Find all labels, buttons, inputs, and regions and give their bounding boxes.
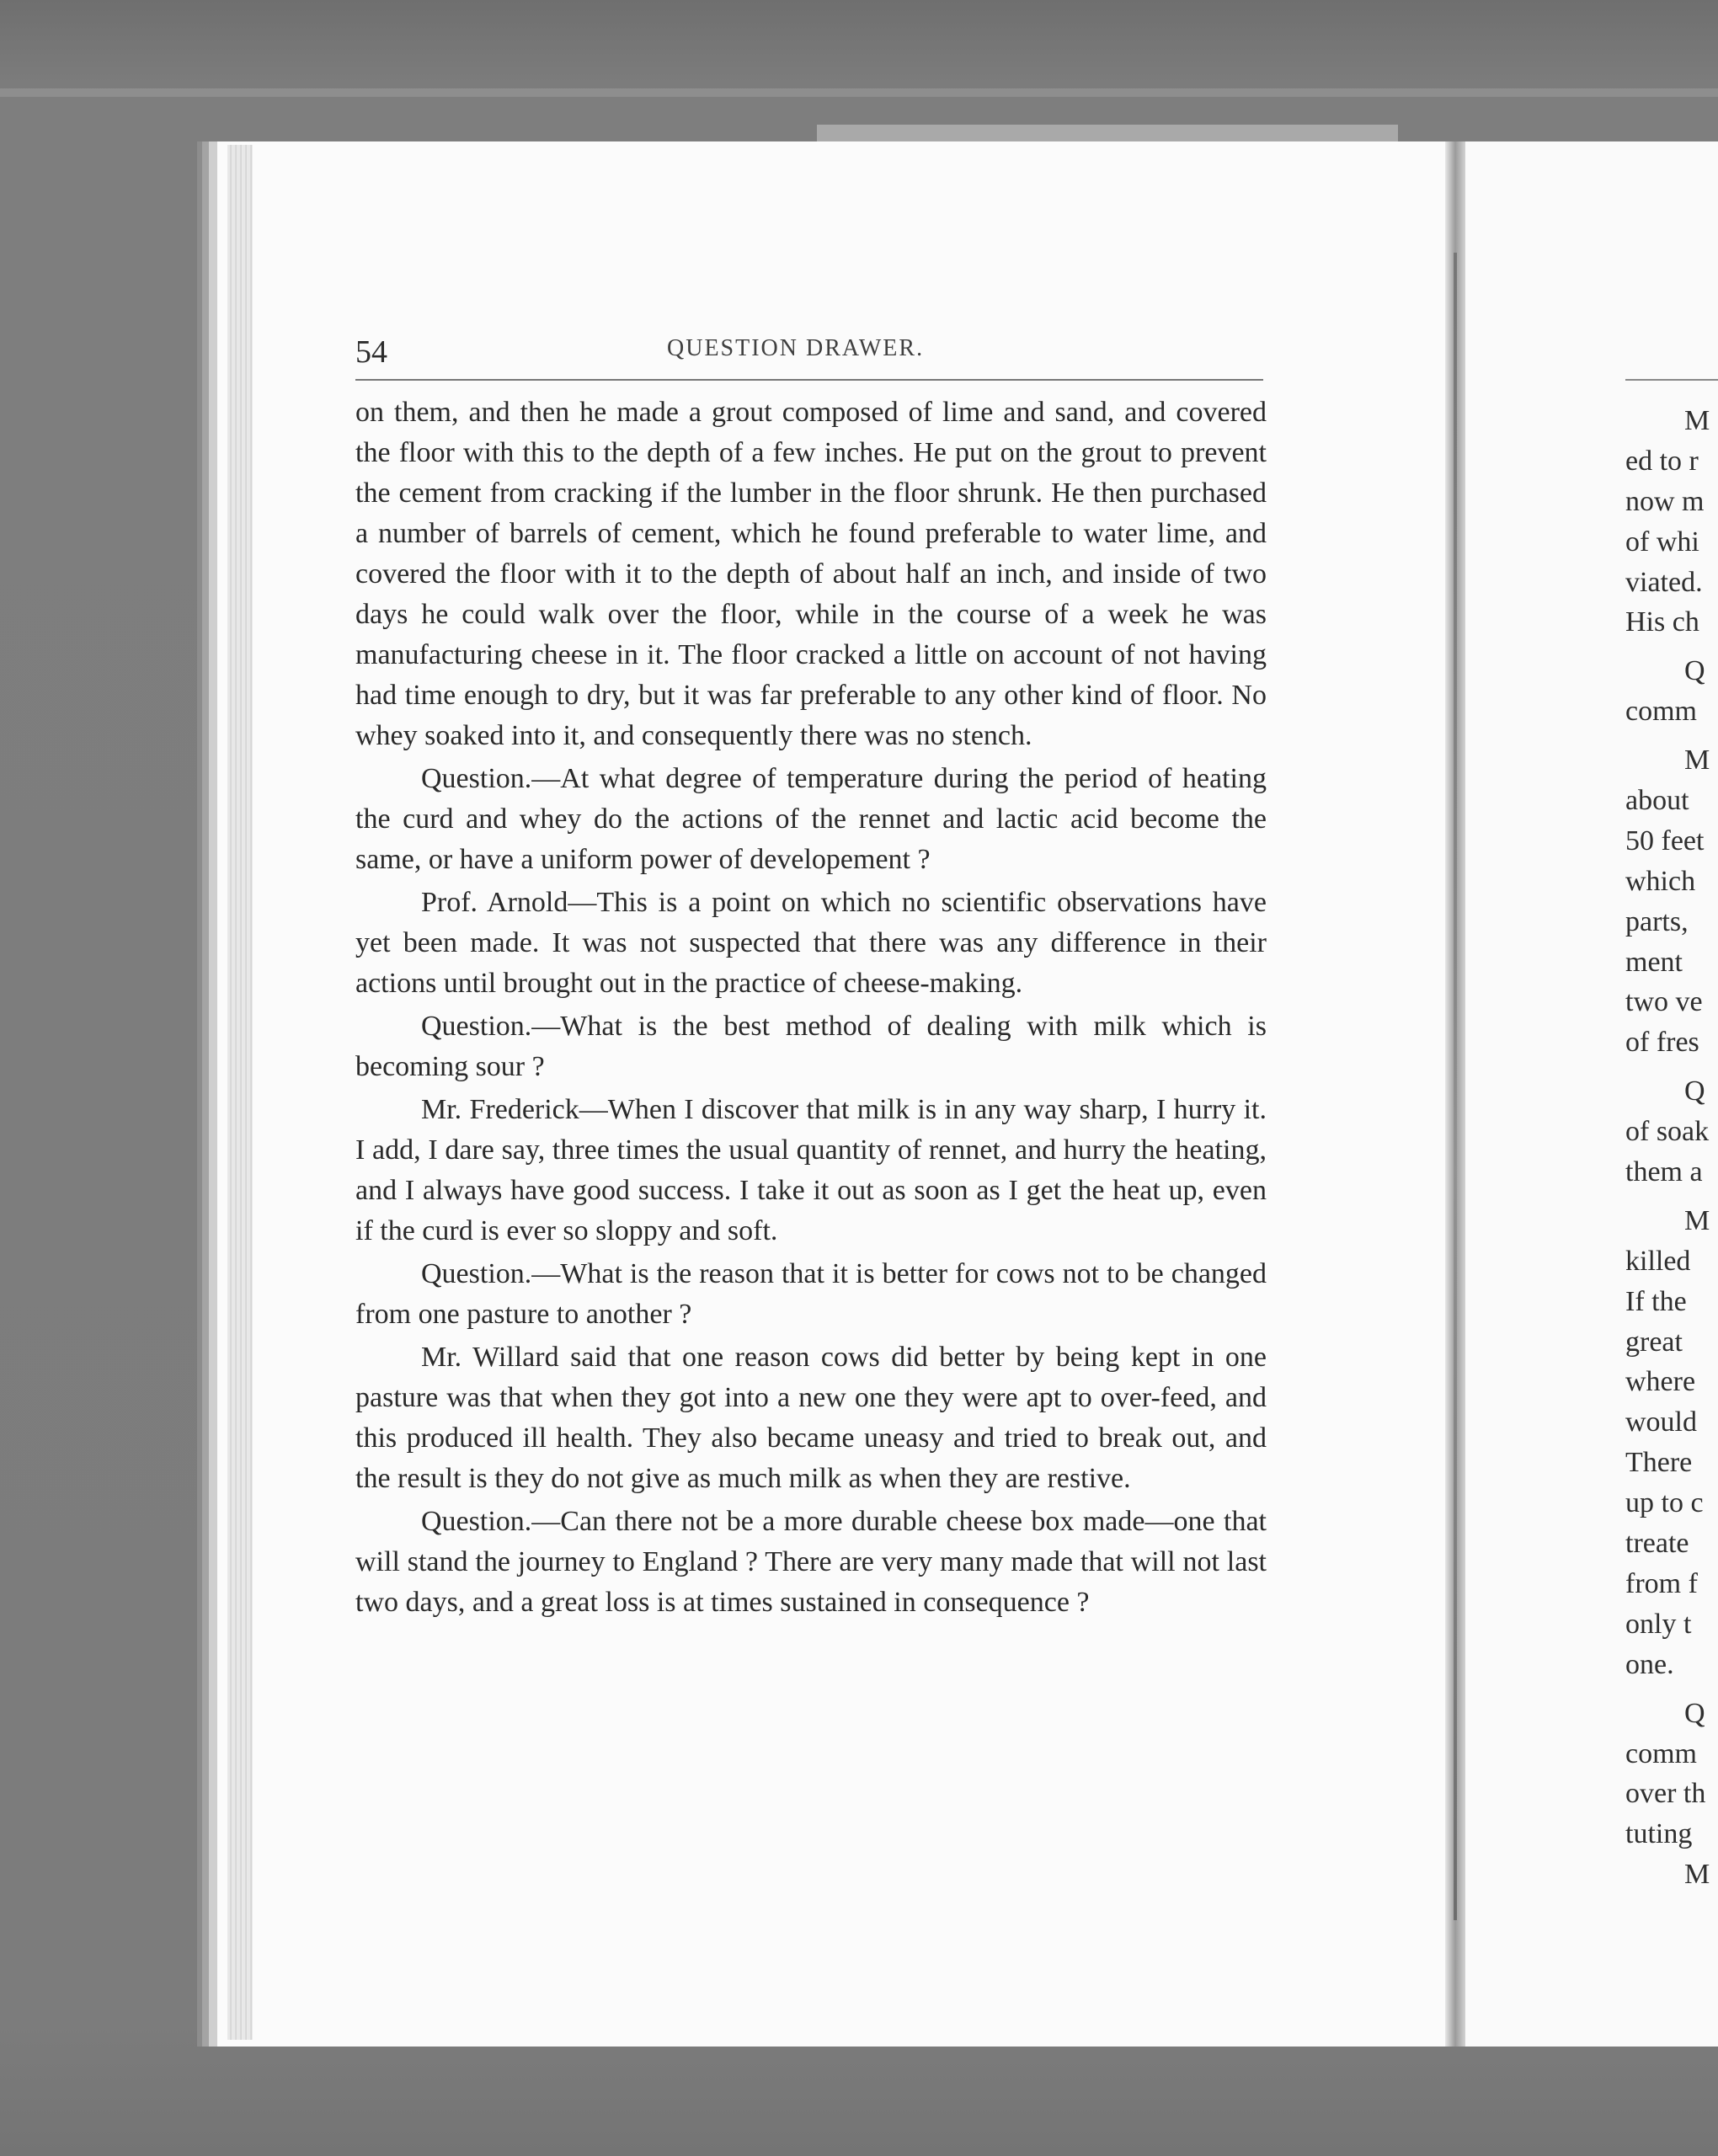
page-edge-stack: [227, 145, 253, 2040]
right-page-line: over th: [1625, 1778, 1706, 1810]
right-page-line: killed: [1625, 1245, 1691, 1277]
paragraph: Question.—At what degree of temperature during the period of heating the curd and whey do the actions of the rennet and lactic acid become the same, or have a uniform power of developement ?: [355, 763, 1267, 875]
paragraph-gap: [1625, 732, 1718, 740]
page-header-title: QUESTION DRAWER.: [667, 335, 925, 361]
right-page-line: them a: [1625, 1156, 1703, 1188]
right-page-line: two ve: [1625, 986, 1703, 1018]
right-page-line: ment: [1625, 946, 1683, 978]
paragraph: Question.—Can there not be a more durable cheese box made—one that will stand the journey to England ? There are very many made that will not last two days, and a great loss is at times sustained in consequence ?: [355, 1506, 1267, 1618]
right-page-line: His ch: [1625, 606, 1699, 638]
right-page: [1465, 141, 1718, 2047]
right-page-line: of whi: [1625, 526, 1699, 558]
paragraph-gap: [1625, 1193, 1718, 1201]
right-page-line: Q: [1684, 1697, 1705, 1729]
right-page-line: tuting: [1625, 1818, 1693, 1850]
paragraph: on them, and then he made a grout composed of lime and sand, and covered the floor with this to the depth of a few inches. He put on the grout to prevent the cement from cracking if the lumber in the floor shrunk. He then purchased a number of barrels of cement, which he found preferable to water lime, and covered the floor with it to the depth of about half an inch, and inside of two days he could walk over the floor, while in the course of a week he was manufacturing cheese in it. The floor cracked a little on account of not having had time enough to dry, but it was far preferable to any other kind of floor. No whey soaked into it, and consequently there was no stench.: [355, 397, 1267, 751]
right-page-line: great: [1625, 1326, 1683, 1358]
right-page-line: 50 feet: [1625, 825, 1705, 857]
paragraph-gap: [1625, 1063, 1718, 1071]
scan-top-edge: [0, 88, 1718, 97]
right-page-line: only t: [1625, 1608, 1692, 1640]
right-page-line: where: [1625, 1366, 1696, 1398]
right-page-line: comm: [1625, 696, 1697, 728]
right-page-line: parts,: [1625, 905, 1689, 937]
right-page-line: M: [1684, 744, 1710, 776]
right-page-line: There: [1625, 1447, 1693, 1479]
right-header-rule: [1625, 379, 1718, 381]
right-page-line: treate: [1625, 1528, 1689, 1560]
right-page-line: M: [1684, 1204, 1710, 1236]
right-page-text: [1625, 401, 1718, 1895]
right-page-line: Q: [1684, 1075, 1705, 1107]
body-text: [355, 392, 1267, 1625]
paragraph-gap: [1625, 643, 1718, 651]
paragraph: Mr. Frederick—When I discover that milk is in any way sharp, I hurry it. I add, I dare say, three times the usual quantity of rennet, and hurry the heating, and I always have good success. I take it out as soon as I get the heat up, even if the curd is ever so sloppy and soft.: [355, 1094, 1267, 1246]
right-page-line: comm: [1625, 1737, 1697, 1769]
paragraph: Prof. Arnold—This is a point on which no scientific observations have yet been made. It was not suspected that there was any difference in their actions until brought out in the practice of cheese-making.: [355, 887, 1267, 999]
right-page-line: If the: [1625, 1285, 1687, 1317]
right-page-line: M: [1684, 1859, 1710, 1891]
page-number: 54: [355, 334, 387, 370]
right-page-line: M: [1684, 405, 1710, 436]
running-head: [355, 334, 1263, 376]
right-page-line: viated.: [1625, 566, 1703, 598]
book-top-shadow: [817, 125, 1398, 143]
paragraph-gap: [1625, 1685, 1718, 1694]
right-page-line: now m: [1625, 485, 1705, 517]
right-page-line: ed to r: [1625, 445, 1699, 477]
gutter-shadow-line: [1454, 253, 1457, 1920]
right-page-line: Q: [1684, 655, 1705, 687]
header-rule: [355, 379, 1263, 381]
paragraph: Question.—What is the best method of dealing with milk which is becoming sour ?: [355, 1011, 1267, 1082]
right-page-line: of fres: [1625, 1027, 1699, 1059]
right-page-line: about: [1625, 785, 1689, 817]
paragraph: Mr. Willard said that one reason cows did better by being kept in one pasture was that when they got into a new one they were apt to over-feed, and this produced ill health. They also became uneasy and tried to break out, and the result is they do not give as much milk as when they are restive.: [355, 1342, 1267, 1494]
right-page-line: which: [1625, 865, 1696, 897]
right-page-line: would: [1625, 1406, 1697, 1438]
right-page-line: of soak: [1625, 1116, 1710, 1148]
right-page-line: one.: [1625, 1648, 1674, 1680]
right-page-line: from f: [1625, 1567, 1698, 1599]
paragraph: Question.—What is the reason that it is better for cows not to be changed from one pasture to another ?: [355, 1258, 1267, 1330]
right-page-line: up to c: [1625, 1487, 1704, 1519]
